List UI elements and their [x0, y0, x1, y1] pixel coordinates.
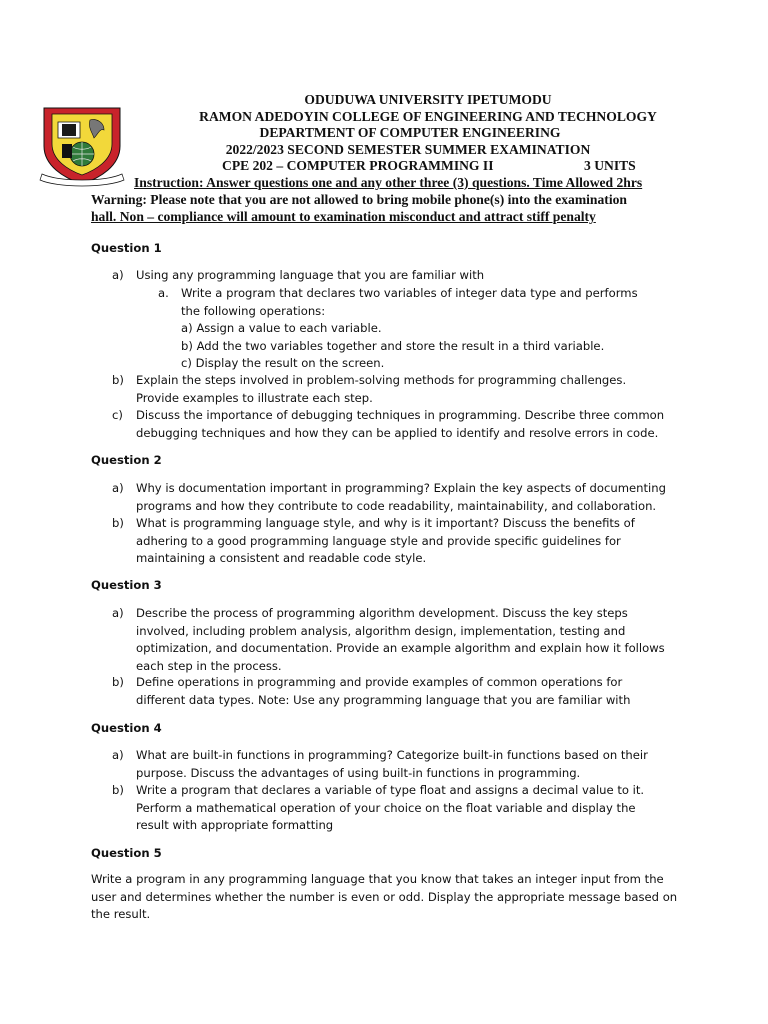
item-text: Why is documentation important in programming? Explain the key aspects of documenting programs and how they contribute to code readability, maintainability, and collaboration. — [136, 481, 666, 513]
subitem-line: b) Add the two variables together and store the result in a third variable. — [181, 338, 605, 353]
question-5-text: Write a program in any programming language that you know that takes an integer input from the user and determines whether the number is even or odd. Display the appropriate message based on the result. — [91, 872, 678, 922]
item-marker: b) — [112, 373, 124, 387]
question-5-heading: Question 5 — [91, 846, 162, 860]
item-text: What is programming language style, and why is it important? Discuss the benefits of adhering to a good programming language style and provide specific guidelines for maintaining a consistent and readable code style. — [136, 516, 635, 566]
subitem-marker: a. — [158, 286, 169, 300]
item-marker: b) — [112, 783, 124, 797]
question-2-item-a — [112, 480, 672, 515]
exam-title: 2022/2023 SECOND SEMESTER SUMMER EXAMINATION — [225, 142, 591, 157]
college-name: RAMON ADEDOYIN COLLEGE OF ENGINEERING AND TECHNOLOGY — [199, 109, 657, 124]
subitem-line: c) Display the result on the screen. — [181, 356, 385, 371]
instruction-line: Instruction: Answer questions one and any other three (3) questions. Time Allowed 2hrs — [134, 175, 643, 190]
question-1-item-c — [112, 407, 672, 442]
question-3-item-a — [112, 605, 672, 675]
item-text: Explain the steps involved in problem-solving methods for programming challenges. Provide examples to illustrate each step. — [136, 373, 627, 405]
subitem-text: Write a program that declares two variables of integer data type and performs the following operations: — [181, 286, 638, 318]
course-title: CPE 202 – COMPUTER PROGRAMMING II — [222, 158, 494, 173]
item-text: Define operations in programming and provide examples of common operations for different data types. Note: Use any programming language that you are familiar with — [136, 675, 631, 707]
item-text: Discuss the importance of debugging techniques in programming. Describe three common debugging techniques and how they can be applied to identify and resolve errors in code. — [136, 408, 665, 440]
subitem-line: a) Assign a value to each variable. — [181, 321, 382, 336]
course-units: 3 UNITS — [584, 158, 636, 173]
question-1-item-b — [112, 372, 672, 407]
warning-line-1: Warning: Please note that you are not allowed to bring mobile phone(s) into the examination — [91, 192, 627, 207]
question-1-heading: Question 1 — [91, 241, 162, 255]
item-text: Using any programming language that you are familiar with — [136, 268, 485, 282]
item-marker: c) — [112, 408, 123, 422]
item-marker: b) — [112, 516, 124, 530]
warning-line-2: hall. Non – compliance will amount to examination misconduct and attract stiff penalty — [91, 209, 596, 224]
item-marker: a) — [112, 481, 124, 495]
question-4-item-b — [112, 782, 672, 835]
department-name: DEPARTMENT OF COMPUTER ENGINEERING — [259, 125, 561, 140]
question-3-heading: Question 3 — [91, 578, 162, 592]
question-1-item-a — [112, 267, 672, 285]
item-marker: a) — [112, 748, 124, 762]
university-name: ODUDUWA UNIVERSITY IPETUMODU — [304, 92, 552, 107]
question-1-subitem-a — [158, 285, 658, 373]
question-4-item-a — [112, 747, 672, 782]
item-text: What are built-in functions in programming? Categorize built-in functions based on their purpose. Discuss the advantages of using built-in functions in programming. — [136, 748, 648, 780]
item-marker: a) — [112, 606, 124, 620]
item-marker: b) — [112, 675, 124, 689]
item-text: Describe the process of programming algorithm development. Discuss the key steps involved, including problem analysis, algorithm design, implementation, testing and optimization, and documentation. Provide an example algorithm and explain how it follows each step in the process. — [136, 606, 665, 673]
question-3-item-b — [112, 674, 672, 709]
question-2-item-b — [112, 515, 672, 568]
item-marker: a) — [112, 268, 124, 282]
item-text: Write a program that declares a variable of type float and assigns a decimal value to it. Perform a mathematical operation of your choice on the float variable and display the result with appropriate formatting — [136, 783, 645, 833]
question-2-heading: Question 2 — [91, 453, 162, 467]
question-4-heading: Question 4 — [91, 721, 162, 735]
